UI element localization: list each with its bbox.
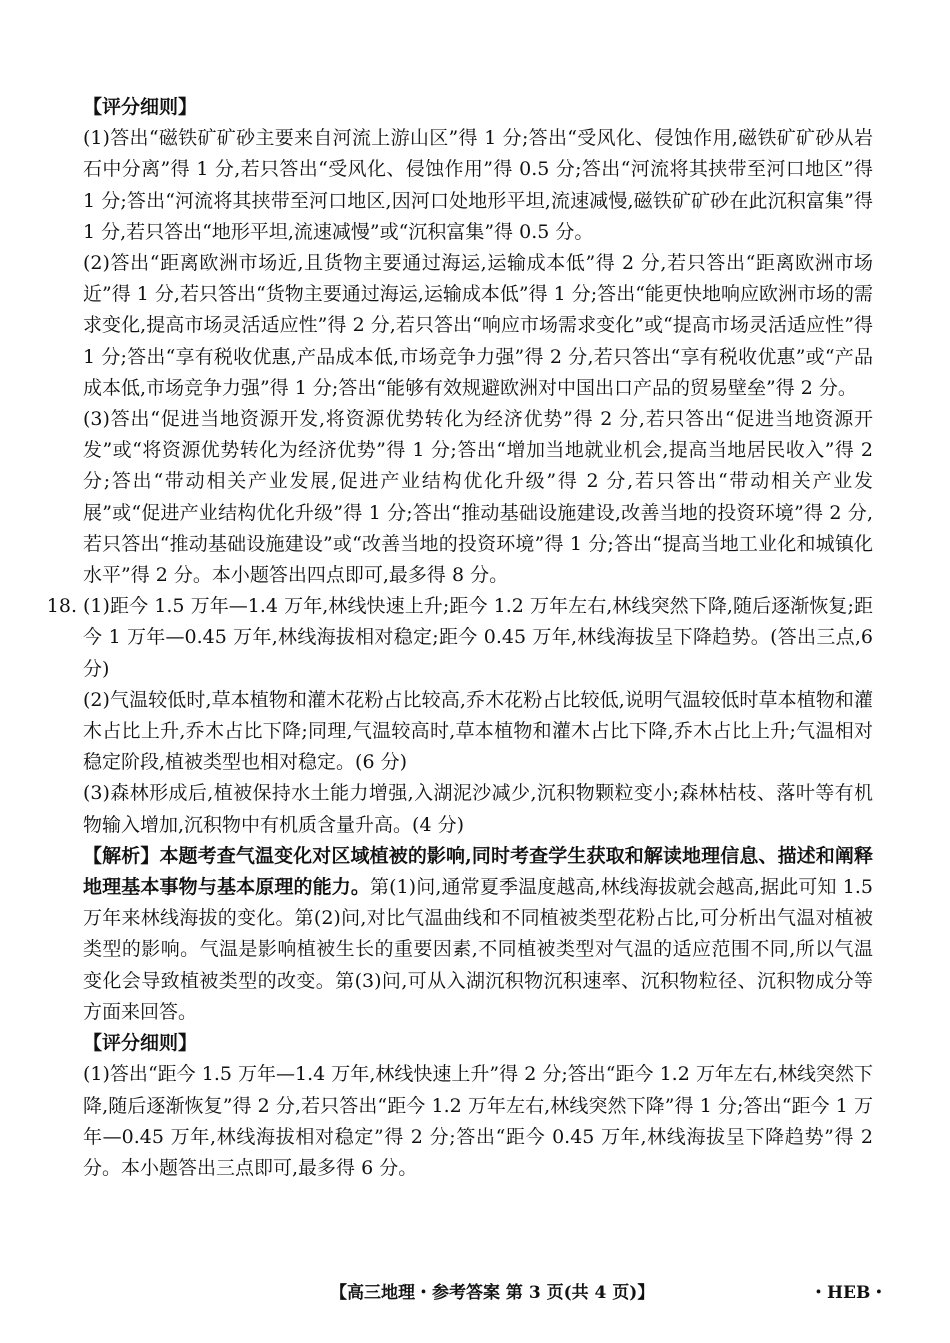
footer-title: 【高三地理・参考答案 第 3 页(共 4 页)】 [330, 1283, 655, 1303]
q18-answer-part2: (2)气温较低时,草本植物和灌木花粉占比较高,乔木花粉占比较低,说明气温较低时草本植物和灌木占比上升,乔木占比下降;同理,气温较高时,草本植物和灌木占比下降,乔木占比上升;气温相对稳定阶段,植被类型也相对稳定。(6 分) [83, 688, 873, 774]
q18-rubric-part1: (1)答出“距今 1.5 万年—1.4 万年,林线快速上升”得 2 分;答出“距今 1.2 万年左右,林线突然下降,随后逐渐恢复”得 2 分,若只答出“距今 1.2 万年左右,林线突然下降”得 1 分;答出“距今 1 万年—0.45 万年,林线海拔相对稳定”得 2 分;答出“距今 0.45 万年,林线海拔呈下降趋势”得 2 分。本小题答出三点即可,最多得 6 分。 [83, 1063, 873, 1179]
analysis-detail: 第(1)问,通常夏季温度越高,林线海拔就会越高,据此可知 1.5 万年来林线海拔的变化。第(2)问,对比气温曲线和不同植被类型花粉占比,可分析出气温对植被类型的影响。气温是影响植被生长的重要因素,不同植被类型对气温的适应范围不同,所以气温变化会导致植被类型的改变。第(3)问,可从入湖沉积物沉积速率、沉积物粒径、沉积物成分等方面来回答。 [83, 876, 873, 1023]
question-number: 18. [46, 595, 77, 618]
answer-content [46, 92, 873, 1184]
q17-rubric-part2: (2)答出“距离欧洲市场近,且货物主要通过海运,运输成本低”得 2 分,若只答出“距离欧洲市场近”得 1 分,若只答出“货物主要通过海运,运输成本低”得 1 分;答出“能更快地响应欧洲市场的需求变化,提高市场灵活适应性”得 2 分,若只答出“响应市场需求变化”或“提高市场灵活适应性”得 1 分;答出“享有税收优惠,产品成本低,市场竞争力强”得 2 分,若只答出“享有税收优惠”或“产品成本低,市场竞争力强”得 1 分;答出“能够有效规避欧洲对中国出口产品的贸易壁垒”得 2 分。 [83, 252, 873, 399]
question-18 [46, 591, 873, 685]
q17-rubric-heading: 【评分细则】 [83, 96, 198, 118]
q18-answer-part1: (1)距今 1.5 万年—1.4 万年,林线快速上升;距今 1.2 万年左右,林线突然下降,随后逐渐恢复;距今 1 万年—0.45 万年,林线海拔相对稳定;距今 0.45 万年,林线海拔呈下降趋势。(答出三点,6 分) [83, 595, 873, 680]
analysis-label: 【解析】 [83, 844, 160, 867]
q17-rubric-part1: (1)答出“磁铁矿矿砂主要来自河流上游山区”得 1 分;答出“受风化、侵蚀作用,磁铁矿矿砂从岩石中分离”得 1 分,若只答出“受风化、侵蚀作用”得 0.5 分;答出“河流将其挟带至河口地区”得 1 分;答出“河流将其挟带至河口地区,因河口处地形平坦,流速减慢,磁铁矿矿砂在此沉积富集”得 1 分,若只答出“地形平坦,流速减慢”或“沉积富集”得 0.5 分。 [83, 127, 873, 243]
analysis-summary: 本题考查气温变化对区域植被的影响,同时考查学生获取和解读地理信息、描述和阐释地理基本事物与基本原理的能力。 [83, 844, 873, 899]
q18-analysis [83, 841, 873, 1028]
q18-answer-part3: (3)森林形成后,植被保持水土能力增强,入湖泥沙减少,沉积物颗粒变小;森林枯枝、落叶等有机物输入增加,沉积物中有机质含量升高。(4 分) [83, 782, 873, 836]
q18-rubric-heading: 【评分细则】 [83, 1032, 198, 1055]
footer-code: ・HEB・ [810, 1283, 888, 1303]
q17-rubric-part3: (3)答出“促进当地资源开发,将资源优势转化为经济优势”得 2 分,若只答出“促进当地资源开发”或“将资源优势转化为经济优势”得 1 分;答出“增加当地就业机会,提高当地居民收入”得 2 分;答出“带动相关产业发展,促进产业结构优化升级”得 2 分,若只答出“带动相关产业发展”或“促进产业结构优化升级”得 1 分;答出“推动基础设施建设,改善当地的投资环境”得 2 分,若只答出“推动基础设施建设”或“改善当地的投资环境”得 1 分;答出“提高当地工业化和城镇化水平”得 2 分。本小题答出四点即可,最多得 8 分。 [83, 408, 873, 587]
